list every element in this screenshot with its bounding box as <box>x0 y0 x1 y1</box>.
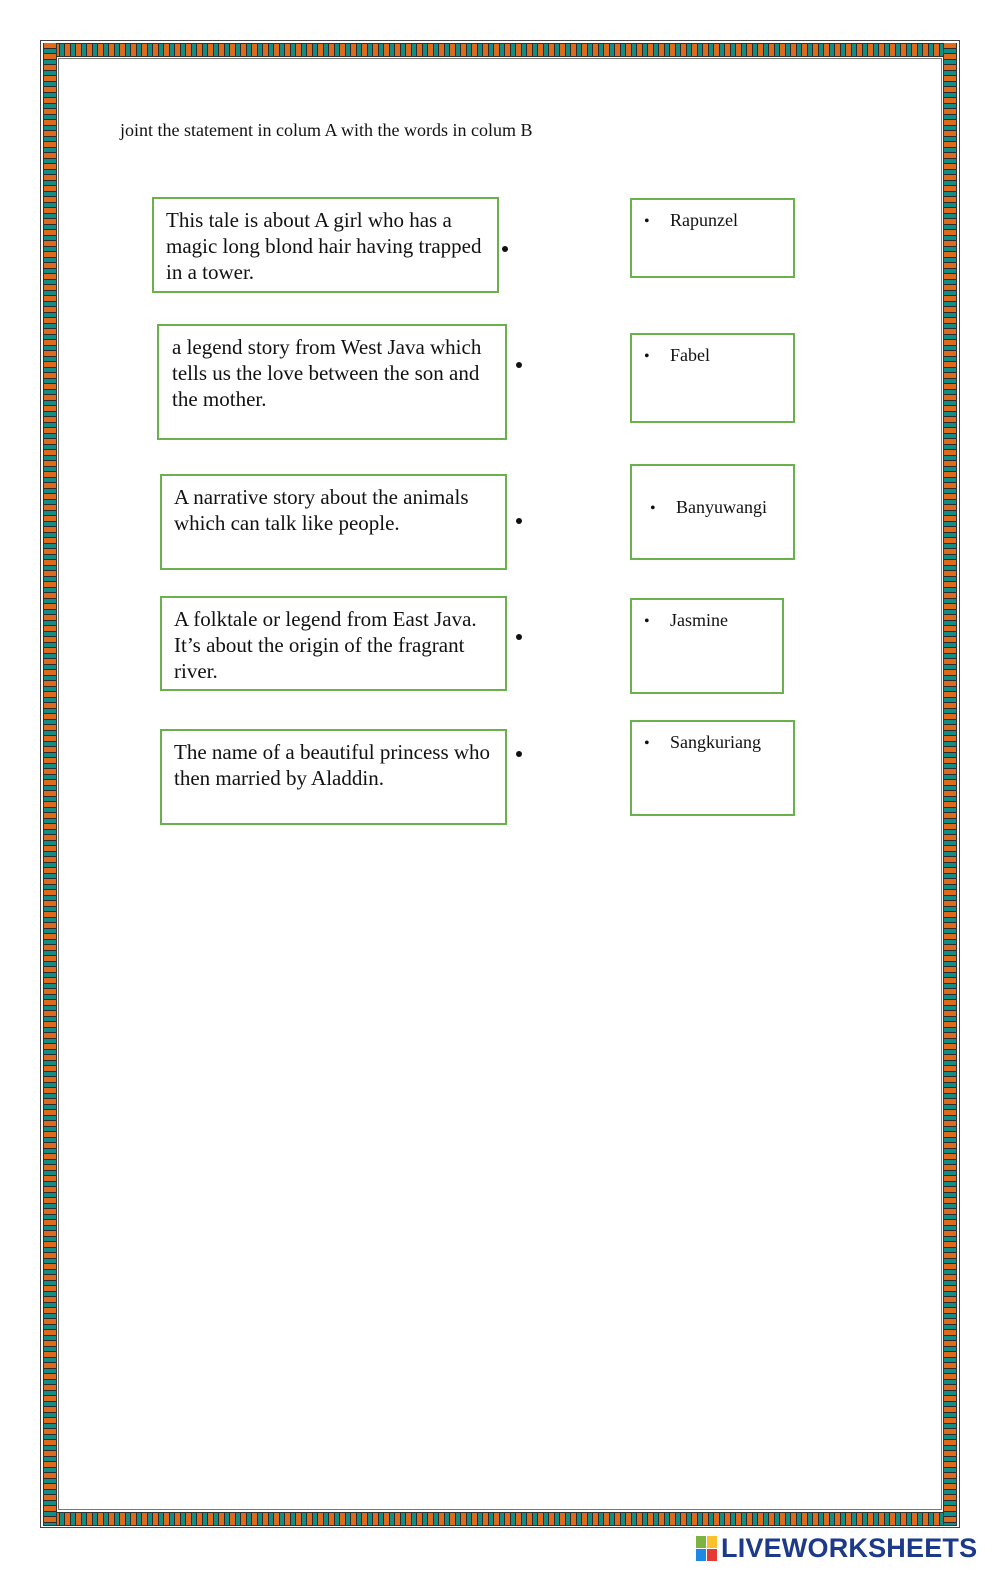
statement-box-2 <box>157 324 507 440</box>
statement-box-5 <box>160 729 507 825</box>
word-text: Banyuwangi <box>676 497 767 517</box>
word-box-4[interactable] <box>630 598 784 694</box>
statement-text: This tale is about A girl who has a magic long blond hair having trapped in a tower. <box>166 208 482 284</box>
decorative-border-bottom <box>43 1512 957 1526</box>
statement-box-3 <box>160 474 507 570</box>
word-box-5[interactable] <box>630 720 795 816</box>
bullet-icon: • <box>644 735 650 752</box>
statement-text: a legend story from West Java which tells us the love between the son and the mother. <box>172 335 482 411</box>
statement-text: The name of a beautiful princess who then married by Aladdin. <box>174 740 491 790</box>
decorative-border-left <box>43 43 57 1525</box>
word-text: Fabel <box>670 345 710 365</box>
instruction-text: joint the statement in colum A with the words in colum B <box>120 120 533 140</box>
bullet-icon: • <box>644 613 650 630</box>
logo-mark-icon <box>696 1536 717 1561</box>
decorative-border-top <box>43 43 957 57</box>
statement-box-4 <box>160 596 507 691</box>
word-text: Rapunzel <box>670 210 738 230</box>
statement-text: A folktale or legend from East Java. It’s about the origin of the fragrant river. <box>174 607 477 683</box>
decorative-border-right <box>943 43 957 1525</box>
word-box-3[interactable] <box>630 464 795 560</box>
bullet-icon: • <box>650 500 656 517</box>
match-dot-a1[interactable] <box>502 246 508 252</box>
word-box-2[interactable] <box>630 333 795 423</box>
bullet-icon: • <box>644 348 650 365</box>
statement-box-1 <box>152 197 499 293</box>
statement-text: A narrative story about the animals which can talk like people. <box>174 485 469 535</box>
match-dot-a3[interactable] <box>516 518 522 524</box>
word-text: Jasmine <box>670 610 728 630</box>
match-dot-a5[interactable] <box>516 751 522 757</box>
word-text: Sangkuriang <box>670 732 761 752</box>
match-dot-a4[interactable] <box>516 634 522 640</box>
brand-name: LIVEWORKSHEETS <box>721 1533 978 1563</box>
match-dot-a2[interactable] <box>516 362 522 368</box>
word-box-1[interactable] <box>630 198 795 278</box>
bullet-icon: • <box>644 213 650 230</box>
liveworksheets-logo[interactable] <box>696 1533 977 1564</box>
